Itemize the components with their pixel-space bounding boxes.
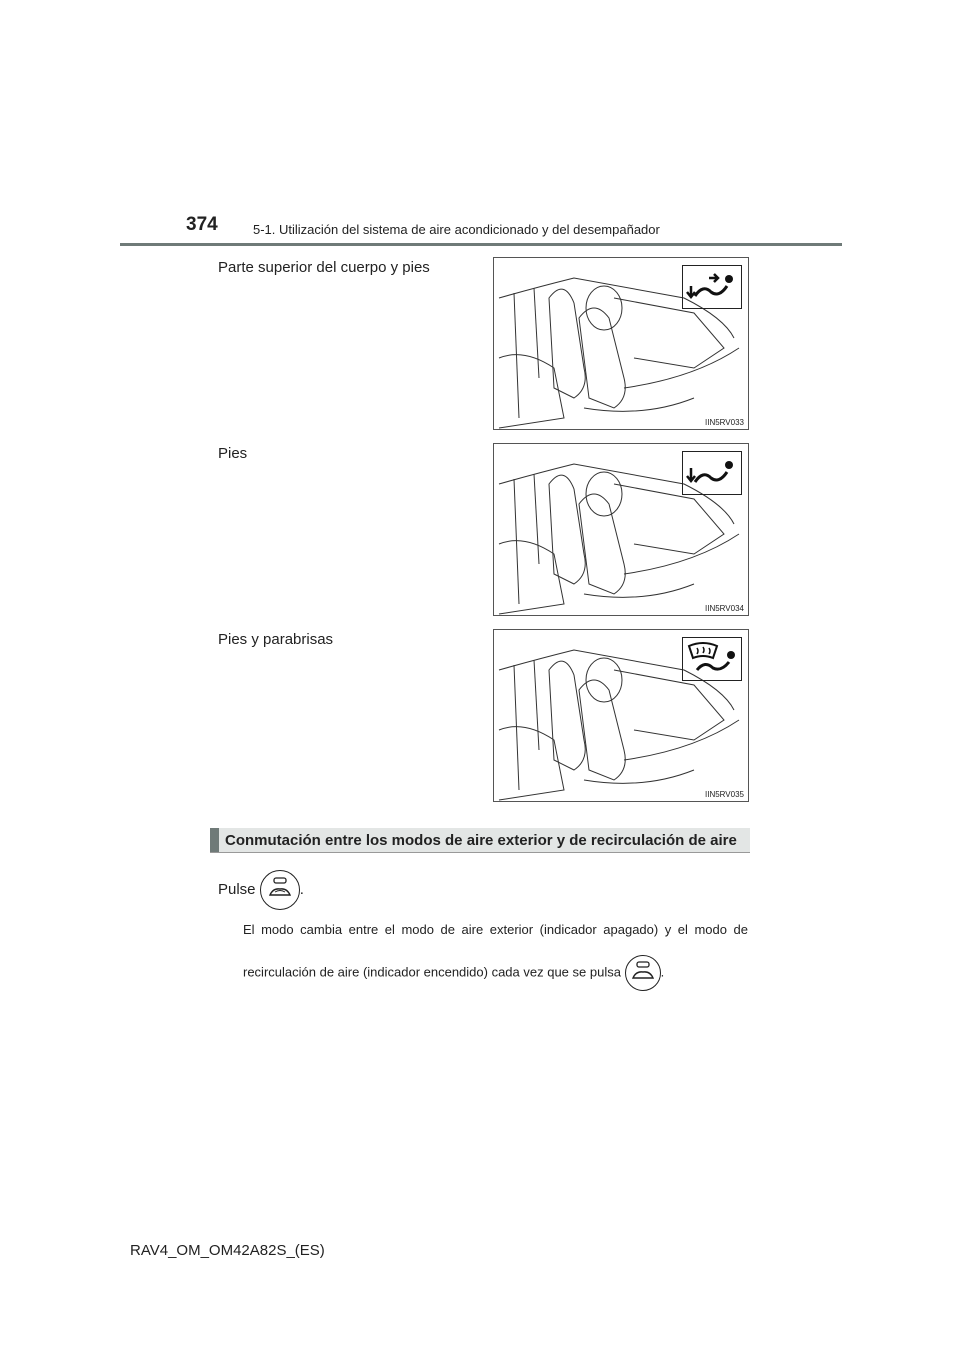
feet-airflow-icon (682, 451, 742, 495)
mode-label-feet: Pies (218, 445, 248, 462)
instruction (218, 870, 304, 910)
section-heading (210, 828, 750, 853)
description-line-1: El modo cambia entre el modo de aire exterior (indicador apagado) y el modo de (243, 922, 748, 937)
description-text: recirculación de aire (indicador encendido) cada vez que se pulsa (243, 964, 621, 980)
figure-upper-body-feet (493, 257, 749, 430)
feet-windshield-airflow-icon (682, 637, 742, 681)
header-rule (120, 243, 842, 246)
figure-id: IIN5RV034 (705, 604, 744, 613)
recirculation-button-icon (260, 870, 300, 910)
recirculation-button-icon (625, 955, 661, 991)
figure-id: IIN5RV033 (705, 418, 744, 427)
section-title: 5-1. Utilización del sistema de aire acondicionado y del desempañador (253, 222, 660, 237)
period: . (660, 964, 665, 980)
face-and-feet-airflow-icon (682, 265, 742, 309)
mode-label-feet-windshield: Pies y parabrisas (218, 631, 334, 648)
section-heading-text: Conmutación entre los modos de aire exterior y de recirculación de aire (225, 832, 737, 849)
description-line-2 (243, 955, 664, 991)
figure-feet-windshield (493, 629, 749, 802)
instruction-text: Pulse (218, 880, 256, 898)
figure-id: IIN5RV035 (705, 790, 744, 799)
mode-label-upper-body-feet: Parte superior del cuerpo y pies (218, 259, 430, 276)
figure-feet (493, 443, 749, 616)
document-code: RAV4_OM_OM42A82S_(ES) (130, 1242, 325, 1259)
period: . (299, 880, 304, 898)
page-number: 374 (186, 214, 218, 235)
